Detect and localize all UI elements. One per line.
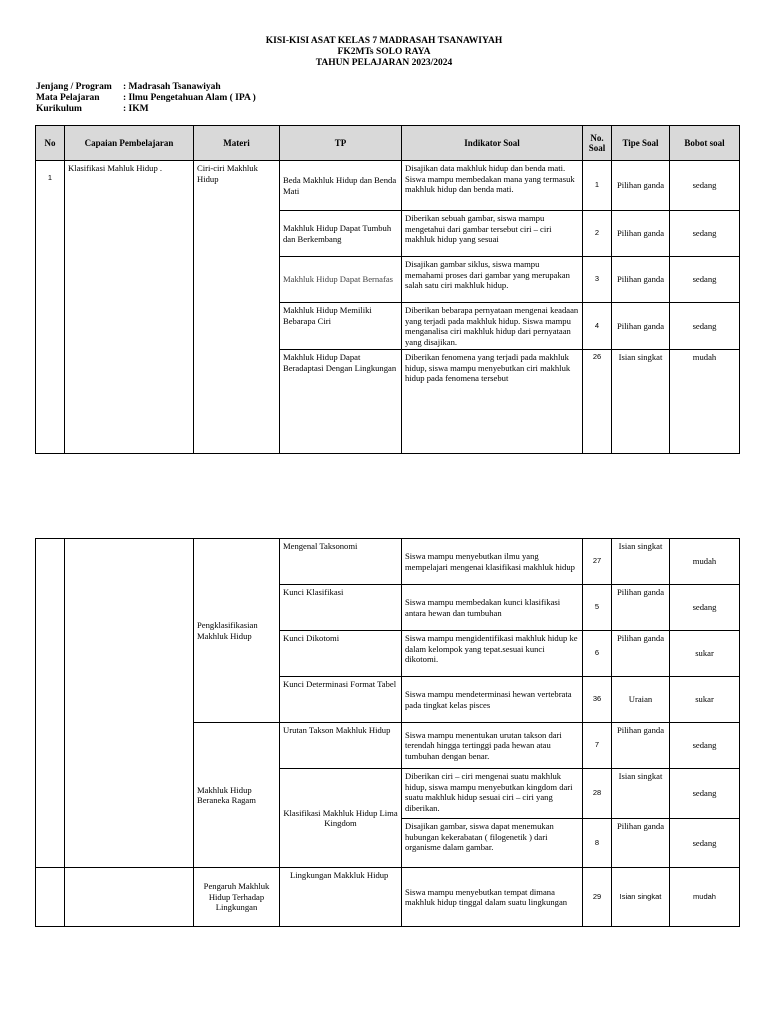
tipe-soal-cell: Pilihan ganda <box>612 211 670 257</box>
no-soal-cell: 2 <box>583 211 612 257</box>
indikator-cell: Diberikan fenomena yang terjadi pada makhluk hidup, siswa mampu menyebutkan ciri makhluk hidup pada fenomena tersebut <box>402 350 583 454</box>
row-number: 1 <box>36 161 65 454</box>
doc-title-line-1: KISI-KISI ASAT KELAS 7 MADRASAH TSANAWIYAH <box>265 36 503 46</box>
meta-label: Kurikulum <box>36 104 82 114</box>
no-soal-cell: 36 <box>583 677 612 723</box>
tipe-soal-cell: Isian singkat <box>612 539 670 585</box>
col-header-bobot: Bobot soal <box>670 126 740 161</box>
no-soal-cell: 4 <box>583 303 612 350</box>
table-row <box>36 868 740 927</box>
col-header-no: No <box>36 126 65 161</box>
kisi-kisi-table-2 <box>35 538 740 927</box>
indikator-cell: Siswa mampu mengidentifikasi makhluk hidup ke dalam kelompok yang tepat.sesuai kunci dikotomi. <box>402 631 583 677</box>
doc-title-line-3: TAHUN PELAJARAN 2023/2024 <box>315 58 453 68</box>
tp-cell: Mengenal Taksonomi <box>280 539 402 585</box>
tipe-soal-cell: Isian singkat <box>612 868 670 927</box>
tp-cell: Makhluk Hidup Dapat Tumbuh dan Berkembang <box>280 211 402 257</box>
tp-cell: Kunci Determinasi Format Tabel <box>280 677 402 723</box>
meta-label: Mata Pelajaran <box>36 93 100 103</box>
no-soal-cell: 26 <box>583 350 612 454</box>
col-header-materi: Materi <box>194 126 280 161</box>
materi: Pengklasifikasian Makhluk Hidup <box>194 539 280 723</box>
col-header-tipe: Tipe Soal <box>612 126 670 161</box>
bobot-cell: mudah <box>670 350 740 454</box>
tp-cell: Makhluk Hidup Dapat Bernafas <box>280 257 402 303</box>
indikator-cell: Siswa mampu menyebutkan ilmu yang mempelajari mengenai klasifikasi makhluk hidup <box>402 539 583 585</box>
tipe-soal-cell: Pilihan ganda <box>612 257 670 303</box>
materi: Pengaruh Makhluk Hidup Terhadap Lingkungan <box>194 868 280 927</box>
indikator-cell: Siswa mampu menentukan urutan takson dari terendah hingga tertinggi pada hewan atau tumbuhan dengan benar. <box>402 723 583 769</box>
indikator-cell: Disajikan gambar siklus, siswa mampu memahami proses dari gambar yang merupakan salah satu ciri makhluk hidup. <box>402 257 583 303</box>
bobot-cell: sedang <box>670 769 740 819</box>
kisi-kisi-table-1 <box>35 125 740 454</box>
col-header-no-soal: No. Soal <box>583 126 612 161</box>
tipe-soal-cell: Pilihan ganda <box>612 161 670 211</box>
row-number <box>36 868 65 927</box>
tp-cell: Lingkungan Makkluk Hidup <box>280 868 402 927</box>
col-header-tp: TP <box>280 126 402 161</box>
meta-row-kurikulum <box>36 104 149 115</box>
indikator-cell: Disajikan data makhluk hidup dan benda mati. Siswa mampu membedakan mana yang termasuk makhluk hidup dan benda mati. <box>402 161 583 211</box>
no-soal-cell: 29 <box>583 868 612 927</box>
bobot-cell: sukar <box>670 677 740 723</box>
indikator-cell: Diberikan ciri – ciri mengenai suatu makhluk hidup, siswa mampu menyebutkan kingdom dari suatu makhluk hidup sesuai ciri – ciri yang diberikan. <box>402 769 583 819</box>
no-soal-cell: 27 <box>583 539 612 585</box>
bobot-cell: sedang <box>670 211 740 257</box>
tipe-soal-cell: Isian singkat <box>612 350 670 454</box>
indikator-cell: Diberikan sebuah gambar, siswa mampu mengetahui dari gambar tersebut ciri – ciri makhluk hidup yang sesuai <box>402 211 583 257</box>
materi: Makhluk Hidup Beraneka Ragam <box>194 723 280 868</box>
row-number <box>36 539 65 868</box>
meta-row-jenjang <box>36 82 221 93</box>
col-header-indikator: Indikator Soal <box>402 126 583 161</box>
capaian-pembelajaran: Klasifikasi Mahluk Hidup . <box>65 161 194 454</box>
meta-label: Jenjang / Program <box>36 82 112 92</box>
meta-value: : Ilmu Pengetahuan Alam ( IPA ) <box>123 93 256 103</box>
bobot-cell: sedang <box>670 257 740 303</box>
no-soal-cell: 1 <box>583 161 612 211</box>
no-soal-cell: 8 <box>583 819 612 868</box>
meta-value: : Madrasah Tsanawiyah <box>123 82 221 92</box>
table-row <box>36 539 740 585</box>
bobot-cell: sukar <box>670 631 740 677</box>
indikator-cell: Siswa mampu mendeterminasi hewan vertebrata pada tingkat kelas pisces <box>402 677 583 723</box>
bobot-cell: sedang <box>670 585 740 631</box>
tipe-soal-cell: Isian singkat <box>612 769 670 819</box>
bobot-cell: sedang <box>670 819 740 868</box>
materi: Ciri-ciri Makhluk Hidup <box>194 161 280 454</box>
bobot-cell: sedang <box>670 723 740 769</box>
indikator-cell: Siswa mampu menyebutkan tempat dimana makhluk hidup tinggal dalam suatu lingkungan <box>402 868 583 927</box>
no-soal-cell: 3 <box>583 257 612 303</box>
tipe-soal-cell: Pilihan ganda <box>612 585 670 631</box>
table-row <box>36 161 740 211</box>
indikator-cell: Siswa mampu membedakan kunci klasifikasi antara hewan dan tumbuhan <box>402 585 583 631</box>
tp-cell: Klasifikasi Makhluk Hidup Lima Kingdom <box>280 769 402 868</box>
bobot-cell: sedang <box>670 303 740 350</box>
tp-cell: Kunci Klasifikasi <box>280 585 402 631</box>
tp-cell: Beda Makhluk Hidup dan Benda Mati <box>280 161 402 211</box>
capaian-pembelajaran <box>65 539 194 868</box>
bobot-cell: mudah <box>670 868 740 927</box>
bobot-cell: sedang <box>670 161 740 211</box>
no-soal-cell: 28 <box>583 769 612 819</box>
tp-cell: Kunci Dikotomi <box>280 631 402 677</box>
tp-cell: Makhluk Hidup Memiliki Bebarapa Ciri <box>280 303 402 350</box>
tp-cell: Makhluk Hidup Dapat Beradaptasi Dengan Lingkungan <box>280 350 402 454</box>
tipe-soal-cell: Pilihan ganda <box>612 631 670 677</box>
meta-row-mapel <box>36 93 256 104</box>
tipe-soal-cell: Pilihan ganda <box>612 723 670 769</box>
no-soal-cell: 5 <box>583 585 612 631</box>
bobot-cell: mudah <box>670 539 740 585</box>
indikator-cell: Disajikan gambar, siswa dapat menemukan hubungan kekerabatan ( filogenetik ) dari organisme dalam gambar. <box>402 819 583 868</box>
tp-cell: Urutan Takson Makhluk Hidup <box>280 723 402 769</box>
no-soal-cell: 6 <box>583 631 612 677</box>
table-header-row <box>36 126 740 161</box>
tipe-soal-cell: Uraian <box>612 677 670 723</box>
capaian-pembelajaran <box>65 868 194 927</box>
meta-value: : IKM <box>123 104 149 114</box>
indikator-cell: Diberikan bebarapa pernyataan mengenai keadaan yang terjadi pada makhluk hidup. Siswa mampu menganalisa ciri makhluk hidup dari pernyataan yang disajikan. <box>402 303 583 350</box>
doc-title-line-2: FK2MTs SOLO RAYA <box>337 47 431 57</box>
tipe-soal-cell: Pilihan ganda <box>612 303 670 350</box>
no-soal-cell: 7 <box>583 723 612 769</box>
col-header-cp: Capaian Pembelajaran <box>65 126 194 161</box>
tipe-soal-cell: Pilihan ganda <box>612 819 670 868</box>
